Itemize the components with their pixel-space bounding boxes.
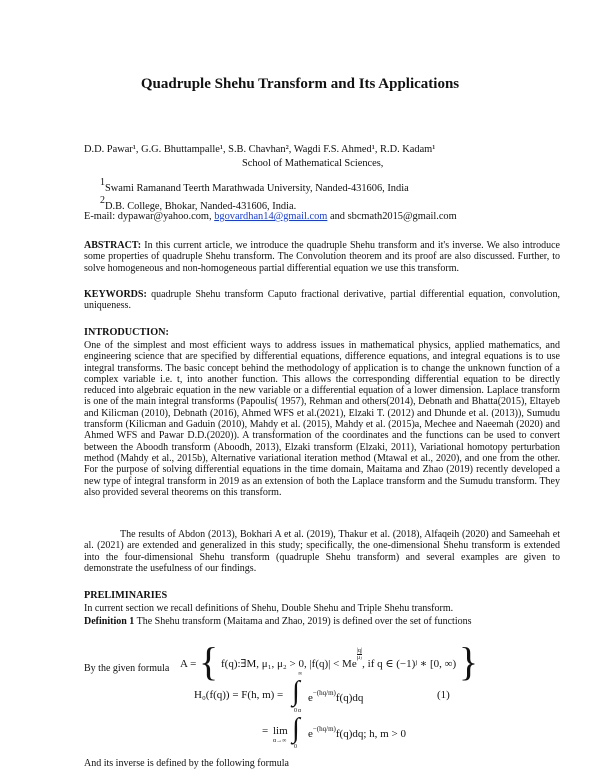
abstract-label: ABSTRACT: — [84, 240, 142, 251]
author-list: D.D. Pawar¹, G.G. Bhuttampalle¹, S.B. Chavhan², Wagdi F.S. Ahmed¹, R.D. Kadam¹ — [84, 144, 436, 155]
eq1-lhs: H₀(f(q)) = F(h, m) = — [194, 689, 284, 701]
definition-1 — [84, 615, 472, 628]
paper-title: Quadruple Shehu Transform and Its Applications — [140, 76, 460, 92]
set-tail: , if q ∈ (−1)ʲ ∗ [0, ∞) — [362, 658, 457, 670]
definition-1-label: Definition 1 — [84, 616, 135, 627]
eq2-equals: = — [262, 725, 269, 737]
set-exponent-denominator: μⱼ — [357, 655, 362, 661]
eq1-upper-limit: ∞ — [298, 671, 303, 677]
by-formula-text: By the given formula — [84, 663, 170, 674]
eq2-upper-limit: α — [298, 708, 302, 714]
email-link[interactable]: bgovardhan14@gmail.com — [214, 211, 328, 222]
inverse-text: And its inverse is defined by the following formula — [84, 758, 289, 769]
affiliation-2-text: D.B. College, Bhokar, Nanded-431606, India. — [105, 201, 297, 212]
intro-paragraph-2: The results of Abdon (2013), Bokhari A et al. (2019), Thakur et al. (2018), Alfaqeih (2020) and Sameehah et al. (2021) are extended and generalized in this study; specifically, the one-dimensional Shehu transform is extended into the four-dimensional Shehu transform (quadruple Shehu transform) and several examples are given to demonstrate the usefulness of our findings. — [84, 529, 560, 574]
email-suffix: and sbcmath2015@gmail.com — [329, 211, 457, 222]
eq2-lim-subscript: α→∞ — [273, 738, 287, 744]
intro-heading: INTRODUCTION: — [84, 327, 169, 338]
email-line — [84, 210, 457, 223]
set-exponent-numerator: |q| — [356, 648, 363, 654]
eq2-lower-limit: 0 — [294, 744, 297, 750]
left-brace: { — [199, 639, 219, 684]
abstract — [84, 240, 560, 274]
affiliation-2-number: 2 — [100, 195, 105, 206]
school-name: School of Mathematical Sciences, — [242, 158, 384, 169]
eq1-exponent: −(hq/m) — [312, 689, 336, 697]
eq1-e: e — [308, 692, 313, 704]
right-brace: } — [458, 639, 479, 684]
eq2-integrand — [308, 725, 406, 740]
preliminaries-heading: PRELIMINARIES — [84, 590, 168, 601]
affiliation-1 — [100, 176, 409, 195]
eq2-integral-sign: ∫ — [292, 713, 300, 744]
preliminaries-text: In current section we recall definitions of Shehu, Double Shehu and Triple Shehu transform. — [84, 603, 454, 614]
keywords — [84, 289, 560, 312]
eq1-integral-sign: ∫ — [292, 676, 300, 707]
set-definition — [180, 636, 479, 684]
set-body: f(q):∃M, μ₁, μ₂ > 0, |f(q)| < Me — [221, 658, 357, 670]
set-lhs: A = — [180, 658, 197, 670]
eq2-lim: lim — [273, 725, 288, 737]
eq1-integrand — [308, 689, 363, 704]
affiliation-1-number: 1 — [100, 177, 105, 188]
eq2-e: e — [308, 728, 313, 740]
affiliation-1-text: Swami Ramanand Teerth Marathwada University, Nanded-431606, India — [105, 183, 409, 194]
eq1-number: (1) — [437, 689, 450, 701]
eq2-rest: f(q)dq; h, m > 0 — [335, 728, 406, 740]
eq2-exponent: −(hq/m) — [312, 725, 336, 733]
eq1-rest: f(q)dq — [335, 692, 364, 704]
definition-1-text: The Shehu transform (Maitama and Zhao, 2019) is defined over the set of functions — [134, 616, 472, 627]
eq1-lower-limit: 0 — [294, 708, 297, 714]
keywords-text: quadruple Shehu transform Caputo fractional derivative, partial differential equation, convolution, uniqueness. — [84, 289, 560, 312]
intro-paragraph-1: One of the simplest and most efficient ways to address issues in mathematical physics, applied mathematics, and engineering science that are specified by differential equations, difference equations, and integral equations is to use integral transforms. The basic concept behind the methodology of application is to change the unknown function of a complex variable i.e. t, into another function. This allows the corresponding differential equation to be directly reduced into algebraic equation in the new variable or a differential equation of a lower dimension. Laplace transform is one of the main integral transforms (Papoulis( 1957), Rehman and others(2014), Debnath and Bhatta(2015), Eltayeb and Kilicman (2010), Debnath (2016), Ahmed WFS et al.(2021), Elzaki T. (2012) and Dhunde et al. (2013)), Sumudu transform (Kilicman and Gaduin (2010), Mahdy et al. (2015), Mahdy et al. (2015)a, Mechee and Naeemah (2020) and Ahmed WFS and Pawar D.D.(2020)). A transformation of the coordinates and the functions can be used to convert between the Aboodh transform (Aboodh, 2013), Elzaki transform (Elzaki, 2011), Variational homotopy perturbation method (Mahdy et al., 2015b), Alternative variational iteration method (Mtawal et al., 2020), and one from the other. For the purpose of solving differential equations in the time domain, Maitama and Zhao (2019) recently developed a new type of integral transform in 2019 as an extension of both the Laplace transform and the Sumudu transform. They also provided several theorems on this transform. — [84, 340, 560, 498]
abstract-text: In this current article, we introduce the quadruple Shehu transform and it's inverse. We also introduce some properties of quadruple Shehu transform. The Convolution theorem and its proof are also discussed. Further, to solve homogeneous and non-homogeneous partial differential equation we use this transform. — [84, 240, 560, 274]
email-prefix: E-mail: dypawar@yahoo.com, — [84, 211, 212, 222]
keywords-label: KEYWORDS: — [84, 289, 147, 300]
